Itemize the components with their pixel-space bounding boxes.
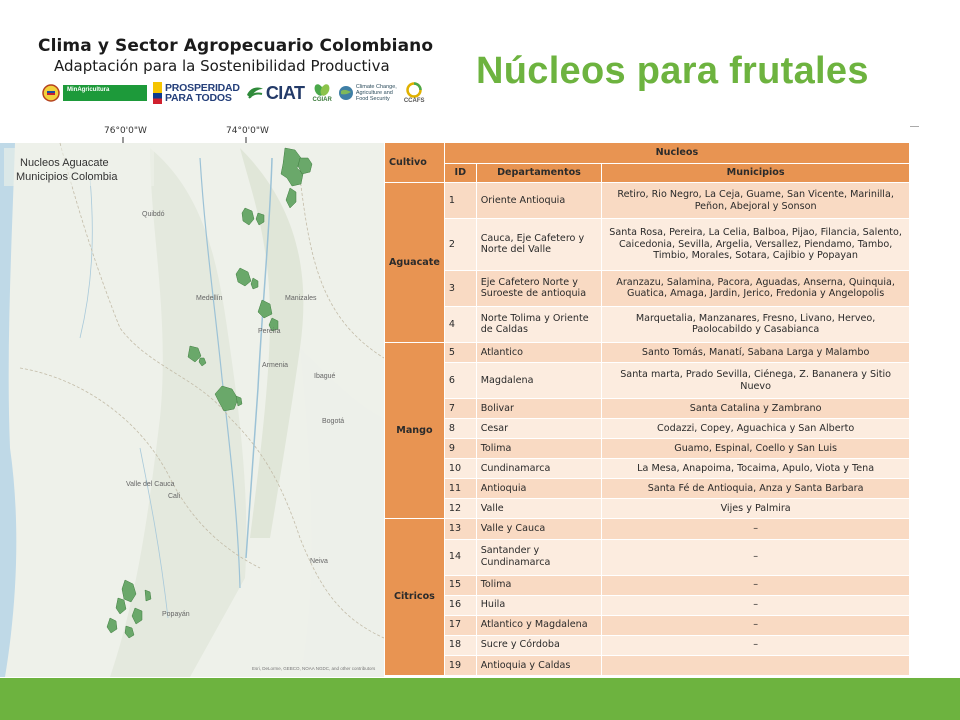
municipios-cell: Santo Tomás, Manatí, Sabana Larga y Malambo [602,343,910,363]
departamento-cell: Atlantico y Magdalena [476,615,602,635]
minagricultura-logo [42,84,147,102]
map-legend-title: Nucleos Aguacate [20,157,109,169]
minagricultura-label: MinAgricultura [67,87,110,93]
cultivo-cell: Citricos [385,519,445,676]
id-cell: 16 [444,595,476,615]
table-row [385,439,910,459]
municipios-cell: Retiro, Rio Negro, La Ceja, Guame, San Vicente, Marinilla, Peñon, Abejoral y Sonson [602,183,910,219]
departamento-cell: Tolima [476,575,602,595]
municipios-cell: – [602,539,910,575]
departamento-cell: Atlantico [476,343,602,363]
place-label-bogota: Bogotá [322,418,345,425]
place-label-medellin: Medellín [196,295,223,302]
id-cell: 10 [444,459,476,479]
municipios-cell: Santa Catalina y Zambrano [602,399,910,419]
map-basemap [0,143,384,677]
table-row [385,539,910,575]
departamento-cell: Norte Tolima y Oriente de Caldas [476,306,602,342]
id-cell: 14 [444,539,476,575]
table-row [385,499,910,519]
departamento-cell: Tolima [476,439,602,459]
ccafs-label: CCAFS [403,98,425,104]
departamento-cell: Valle y Cauca [476,519,602,539]
slide-title: Núcleos para frutales [476,50,869,92]
municipios-cell: – [602,519,910,539]
departamento-cell: Sucre y Córdoba [476,635,602,655]
prosperidad-line2: PARA TODOS [165,92,232,104]
municipios-cell: – [602,615,910,635]
departamento-cell: Valle [476,499,602,519]
municipios-cell: Marquetalia, Manzanares, Fresno, Livano, Herveo, Paolocabildo y Casabianca [602,306,910,342]
table-row [385,655,910,675]
id-cell: 13 [444,519,476,539]
col-header-municipios: Municipios [602,164,910,183]
id-cell: 11 [444,479,476,499]
departamento-cell: Eje Cafetero Norte y Suroeste de antioquia [476,270,602,306]
col-header-id: ID [444,164,476,183]
cultivo-cell: Mango [385,343,445,519]
municipios-cell: Aranzazu, Salamina, Pacora, Aguadas, Anserna, Quinquia, Guatica, Amaga, Jardin, Jerico, Fredonia y Angelopolis [602,270,910,306]
table-row [385,306,910,342]
departamento-cell: Santander y Cundinamarca [476,539,602,575]
nucleos-table-container [384,142,910,676]
id-cell: 6 [444,363,476,399]
coord-label-76w: 76°0'0"W [104,126,147,136]
id-cell: 4 [444,306,476,342]
prosperidad-line1: PROSPERIDAD [165,82,240,94]
table-row [385,183,910,219]
table-row [385,399,910,419]
col-header-cultivo: Cultivo [385,143,445,183]
id-cell: 18 [444,635,476,655]
departamento-cell: Cauca, Eje Cafetero y Norte del Valle [476,219,602,271]
decorative-dash [910,126,919,127]
col-header-departamentos: Departamentos [476,164,602,183]
municipios-cell: Codazzi, Copey, Aguachica y San Alberto [602,419,910,439]
id-cell: 2 [444,219,476,271]
cgiar-leaves-icon [313,83,331,97]
id-cell: 1 [444,183,476,219]
place-label-armenia: Armenia [262,362,289,369]
departamento-cell: Oriente Antioquia [476,183,602,219]
map-attribution: Esri, DeLorme, GEBCO, NOAA NGDC, and other contributors [252,666,376,671]
id-cell: 8 [444,419,476,439]
ciat-logo [246,83,305,104]
id-cell: 3 [444,270,476,306]
id-cell: 9 [444,439,476,459]
colombia-flag-icon [153,82,162,104]
table-row [385,219,910,271]
place-label-quibdo: Quibdó [142,211,165,218]
municipios-cell [602,655,910,675]
colombia-seal-icon [42,84,60,102]
cgiar-logo [312,83,331,103]
id-cell: 7 [444,399,476,419]
coord-label-74w: 74°0'0"W [226,126,269,136]
place-label-neiva: Neiva [310,558,328,565]
cultivo-cell: Aguacate [385,183,445,343]
place-label-manizales: Manizales [285,295,317,302]
table-row [385,635,910,655]
table-row [385,459,910,479]
table-row [385,479,910,499]
table-row [385,363,910,399]
place-label-ibague: Ibagué [314,373,336,380]
table-row [385,615,910,635]
table-row [385,519,910,539]
ccafs-logo [404,82,425,104]
municipios-cell: – [602,575,910,595]
place-label-pereira: Pereira [258,328,281,335]
col-header-nucleos: Nucleos [444,143,909,164]
departamento-cell: Antioquia y Caldas [476,655,602,675]
partner-logos [42,79,425,107]
globe-icon [338,85,354,101]
municipios-cell: Guamo, Espinal, Coello y San Luis [602,439,910,459]
leaf-swirl-icon [246,85,264,101]
avocado-map [0,118,384,677]
place-label-cali: Cali [168,493,181,500]
table-row [385,575,910,595]
id-cell: 5 [444,343,476,363]
footer-bar [0,678,960,720]
departamento-cell: Magdalena [476,363,602,399]
cgiar-label: CGIAR [312,97,332,103]
header-subtitle: Adaptación para la Sostenibilidad Productiva [54,57,390,75]
municipios-cell: Santa Rosa, Pereira, La Celia, Balboa, Pijao, Filancia, Salento, Caicedonia, Sevilla, Argelia, Versallez, Piendamo, Tambo, Timbio, Morales, Sotara, Cajibio y Popayan [602,219,910,271]
id-cell: 19 [444,655,476,675]
header-title: Clima y Sector Agropecuario Colombiano [38,36,434,56]
municipios-cell: Santa marta, Prado Sevilla, Ciénega, Z. Bananera y Sitio Nuevo [602,363,910,399]
place-label-popayan: Popayán [162,611,190,618]
municipios-cell: La Mesa, Anapoima, Tocaima, Apulo, Viota y Tena [602,459,910,479]
table-row [385,595,910,615]
municipios-cell: – [602,635,910,655]
nucleos-table [384,142,910,676]
id-cell: 15 [444,575,476,595]
table-row [385,343,910,363]
id-cell: 17 [444,615,476,635]
ccafs-ring-icon [405,82,423,98]
map-legend-subtitle: Municipios Colombia [16,171,118,183]
departamento-cell: Antioquia [476,479,602,499]
place-label-valle: Valle del Cauca [126,481,175,488]
table-row [385,270,910,306]
municipios-cell: Vijes y Palmira [602,499,910,519]
departamento-cell: Cesar [476,419,602,439]
ccafs-text-logo [338,84,398,102]
departamento-cell: Huila [476,595,602,615]
departamento-cell: Cundinamarca [476,459,602,479]
municipios-cell: Santa Fé de Antioquia, Anza y Santa Barbara [602,479,910,499]
departamento-cell: Bolivar [476,399,602,419]
table-row [385,419,910,439]
prosperidad-logo [153,82,240,104]
ciat-label: CIAT [265,82,305,103]
municipios-cell: – [602,595,910,615]
climate-change-label: Climate Change, Agriculture and Food Security [355,84,397,102]
id-cell: 12 [444,499,476,519]
